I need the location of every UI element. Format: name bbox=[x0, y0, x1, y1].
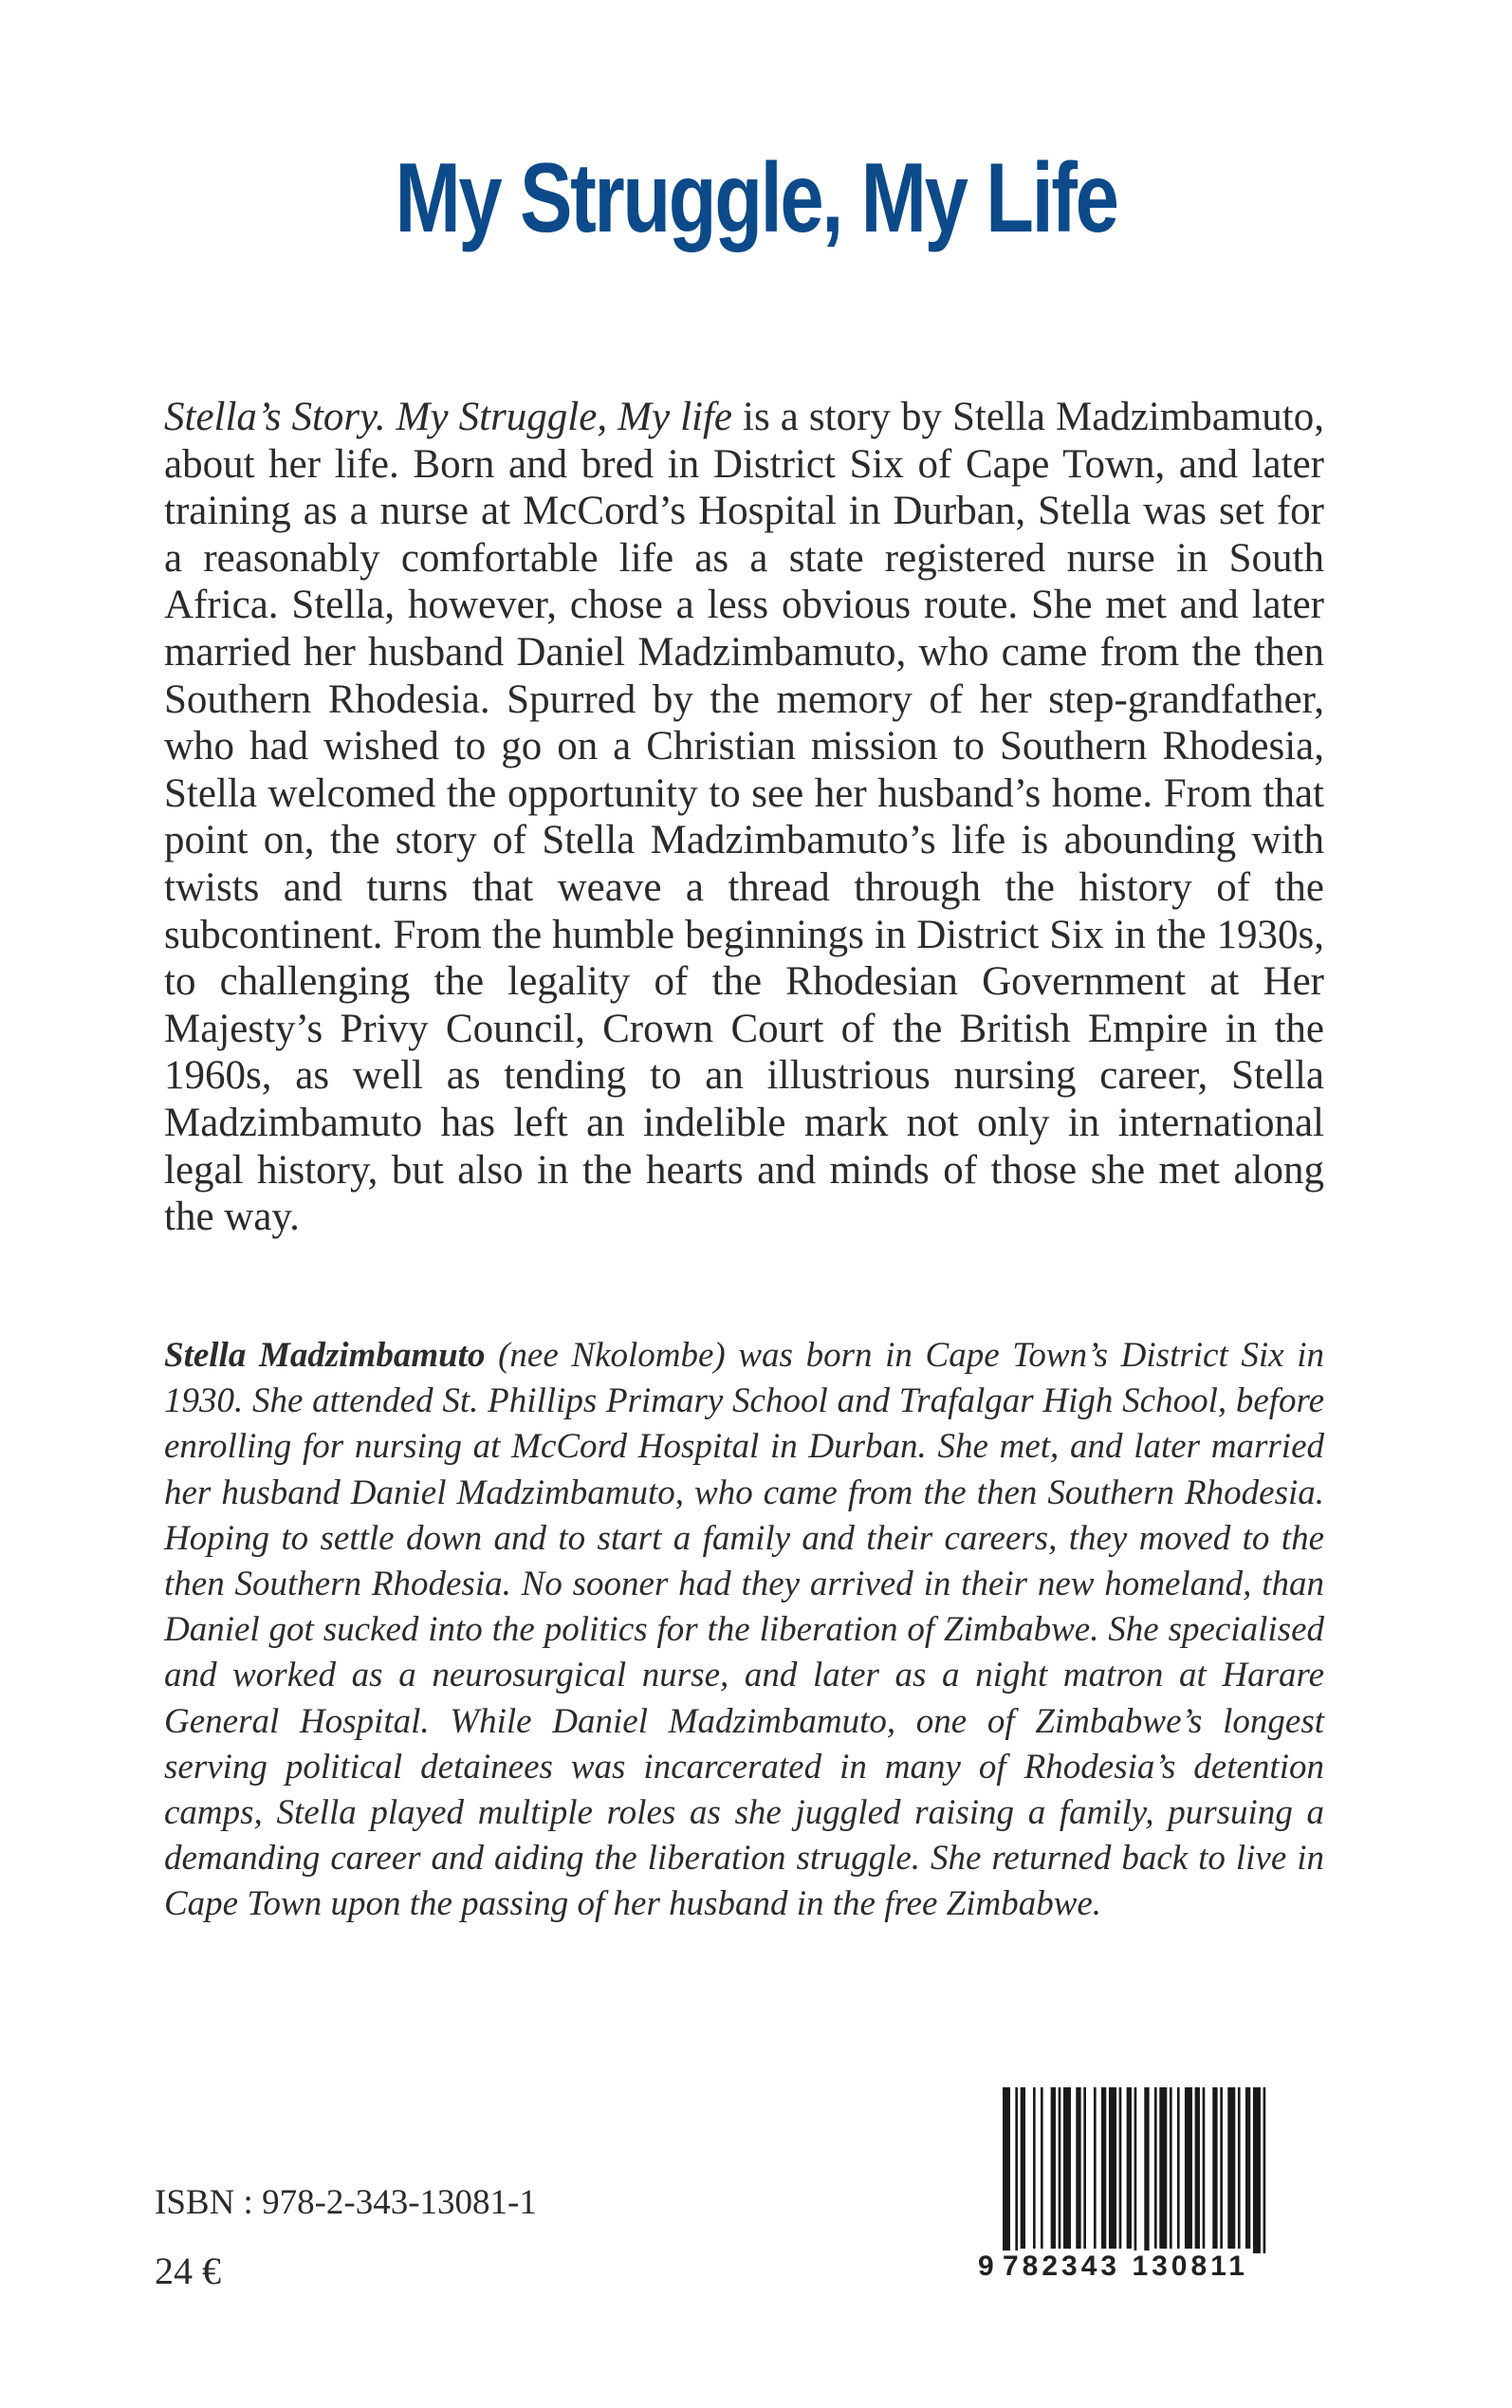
barcode-bar bbox=[1003, 2087, 1010, 2253]
barcode-bar bbox=[1227, 2087, 1235, 2249]
isbn-label: ISBN : 978-2-343-13081-1 bbox=[155, 2183, 537, 2222]
barcode-bar bbox=[1245, 2087, 1250, 2249]
barcode-bar bbox=[1263, 2087, 1266, 2253]
barcode-bar bbox=[1195, 2087, 1200, 2249]
barcode-bar bbox=[1159, 2087, 1167, 2249]
barcode-bar bbox=[1203, 2087, 1206, 2249]
author-name: Stella Madzimbamuto bbox=[164, 1336, 486, 1375]
book-title: My Struggle, My Life bbox=[395, 143, 1117, 253]
barcode-bars bbox=[978, 2087, 1324, 2253]
barcode-bar bbox=[1119, 2087, 1122, 2249]
barcode-bar bbox=[1177, 2087, 1180, 2249]
author-bio-text: (nee Nkolombe) was born in Cape Town’s District Six in 1930. She attended St. Phillips Primary School and Trafalgar High School, before enrolling for nursing at McCord Hospital in Durban. She met, and later married her husband Daniel Madzimbamuto, who came from the then Southern Rhodesia. Hoping to settle down and to start a family and their careers, they moved to the then Southern Rhodesia. No sooner had they arrived in their new homeland, than Daniel got sucked into the politics for the liberation of Zimbabwe. She specialised and worked as a neurosurgical nurse, and later as a night matron at Harare General Hospital. While Daniel Madzimbamuto, one of Zimbabwe’s longest serving political detainees was incarcerated in many of Rhodesia’s detention camps, Stella played multiple roles as she juggled raising a family, pursuing a demanding career and aiding the liberation struggle. She returned back to live in Cape Town upon the passing of her husband in the free Zimbabwe. bbox=[164, 1336, 1324, 1924]
barcode-bar bbox=[1021, 2087, 1025, 2249]
barcode-bar bbox=[1144, 2087, 1149, 2253]
barcode-bar bbox=[1059, 2087, 1061, 2249]
barcode-bar bbox=[1076, 2087, 1080, 2249]
barcode-bar bbox=[1051, 2087, 1056, 2249]
barcode bbox=[978, 2087, 1324, 2287]
barcode-bar bbox=[1238, 2087, 1241, 2249]
barcode-bar bbox=[1212, 2087, 1217, 2249]
synopsis-paragraph bbox=[164, 394, 1324, 1241]
barcode-bar bbox=[1154, 2087, 1157, 2249]
barcode-bar bbox=[1033, 2087, 1036, 2249]
synopsis-text: is a story by Stella Madzimbamuto, about her life. Born and bred in District Six of Cape Town, and later training as a nurse at McCord’s Hospital in Durban, Stella was set for a reasonably comfortable life as a state registered nurse in South Africa. Stella, however, chose a less obvious route. She met and later married her husband Daniel Madzimbamuto, who came from the then Southern Rhodesia. Spurred by the memory of her step-grandfather, who had wished to go on a Christian mission to Southern Rhodesia, Stella welcomed the opportunity to see her husband’s home. From that point on, the story of Stella Madzimbamuto’s life is abounding with twists and turns that weave a thread through the history of the subcontinent. From the humble beginnings in District Six in the 1930s, to challenging the legality of the Rhodesian Government at Her Majesty’s Privy Council, Crown Court of the British Empire in the 1960s, as well as tending to an illustrious nursing career, Stella Madzimbamuto has left an indelible mark not only in international legal history, but also in the hearts and minds of those she met along the way. bbox=[164, 395, 1324, 1240]
synopsis-book-title: Stella’s Story. My Struggle, My life bbox=[164, 395, 732, 439]
barcode-bar bbox=[1063, 2087, 1071, 2249]
barcode-bar bbox=[1094, 2087, 1097, 2249]
price-label: 24 € bbox=[155, 2250, 221, 2292]
barcode-number: 782343 130811 bbox=[1003, 2251, 1248, 2282]
barcode-bar bbox=[1015, 2087, 1018, 2253]
barcode-bar bbox=[1185, 2087, 1192, 2249]
barcode-bar bbox=[1170, 2087, 1172, 2249]
barcode-bar bbox=[1127, 2087, 1132, 2249]
barcode-bar bbox=[1220, 2087, 1223, 2249]
barcode-bar bbox=[1109, 2087, 1116, 2249]
barcode-bar bbox=[1041, 2087, 1043, 2249]
barcode-bar bbox=[1101, 2087, 1106, 2249]
barcode-bar bbox=[1083, 2087, 1086, 2249]
barcode-bar bbox=[1253, 2087, 1261, 2253]
author-bio-paragraph bbox=[164, 1333, 1324, 1928]
barcode-bar bbox=[1134, 2087, 1137, 2253]
barcode-lead-digit: 9 bbox=[978, 2251, 998, 2282]
